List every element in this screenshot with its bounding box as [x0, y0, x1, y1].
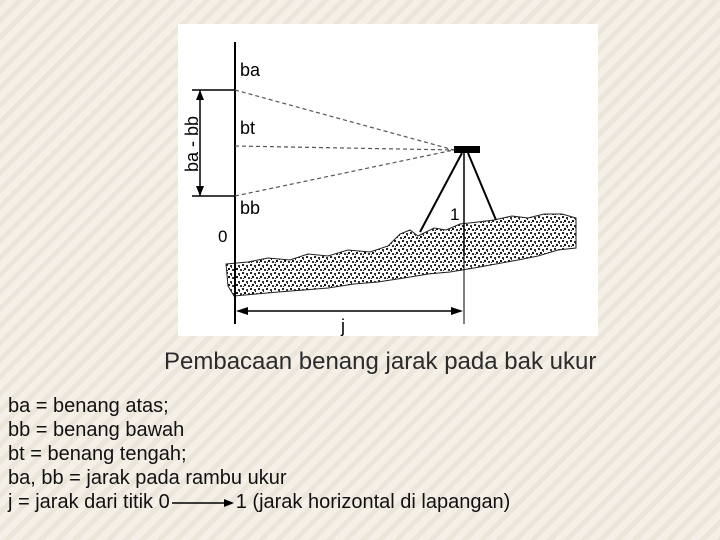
- sight-line-ba: [235, 90, 454, 150]
- legend-notes: [8, 394, 510, 514]
- label-bt: bt: [240, 118, 256, 138]
- ground-terrain: [226, 214, 576, 296]
- note-ba-bb: ba, bb = jarak pada rambu ukur: [8, 467, 287, 489]
- label-one: 1: [450, 205, 460, 224]
- note-j-after: 1 (jarak horizontal di lapangan): [235, 491, 511, 513]
- note-bt: bt = benang tengah;: [8, 443, 187, 465]
- note-j-before: j = jarak dari titik 0: [8, 491, 170, 513]
- note-bb: bb = benang bawah: [8, 419, 185, 441]
- label-ba: ba: [240, 60, 261, 80]
- sight-line-bb: [235, 150, 454, 196]
- label-j: j: [341, 316, 345, 336]
- stadia-diagram: [178, 24, 598, 336]
- instrument-head: [454, 146, 480, 153]
- label-bb: bb: [240, 198, 261, 218]
- sight-line-bt: [235, 146, 454, 150]
- stadia-diagram-svg: [178, 24, 598, 336]
- label-ba-minus-bb: ba - bb: [182, 115, 202, 172]
- note-ba: ba = benang atas;: [8, 395, 169, 417]
- label-zero: 0: [218, 227, 228, 246]
- diagram-caption: Pembacaan benang jarak pada bak ukur: [164, 348, 597, 375]
- note-j: [8, 490, 510, 514]
- tripod-leg-right: [468, 153, 496, 220]
- arrow-right-icon: [170, 494, 236, 508]
